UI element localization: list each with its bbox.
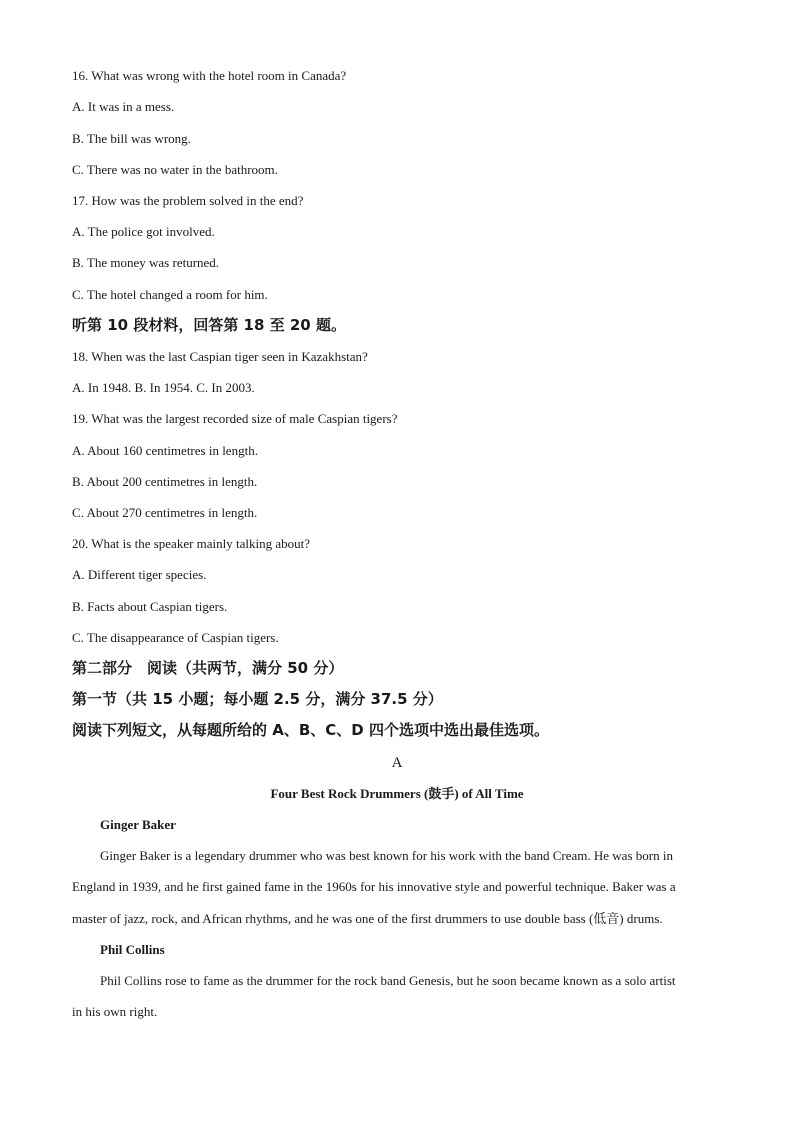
question-19-stem: 19. What was the largest recorded size of male Caspian tigers? <box>72 411 398 426</box>
paragraph-line: in his own right. <box>72 1004 158 1019</box>
question-19-option-a: A. About 160 centimetres in length. <box>72 443 258 458</box>
question-17-option-b: B. The money was returned. <box>72 255 220 270</box>
paragraph-line: England in 1939, and he first gained fame in the 1960s for his innovative style and powerful technique. Baker was a <box>72 879 676 894</box>
passage-letter: A <box>391 755 403 771</box>
part-2-instruction: 阅读下列短文，从每题所给的 A、B、C、D 四个选项中选出最佳选项。 <box>72 721 549 739</box>
question-17-option-a: A. The police got involved. <box>72 224 215 239</box>
question-17-option-c: C. The hotel changed a room for him. <box>72 287 268 302</box>
drummer-name-phil-collins: Phil Collins <box>100 942 165 957</box>
question-18-options: A. In 1948. B. In 1954. C. In 2003. <box>72 380 255 395</box>
paragraph-line: Ginger Baker is a legendary drummer who was best known for his work with the band Cream. He was born in <box>100 848 673 863</box>
question-18-stem: 18. When was the last Caspian tiger seen in Kazakhstan? <box>72 349 368 364</box>
question-16-stem: 16. What was wrong with the hotel room in Canada? <box>72 68 347 83</box>
paragraph-line: master of jazz, rock, and African rhythms, and he was one of the first drummers to use double bass (低音) drums. <box>72 911 663 926</box>
question-16-option-a: A. It was in a mess. <box>72 99 175 114</box>
question-17-stem: 17. How was the problem solved in the end? <box>72 193 304 208</box>
drummer-name-ginger-baker: Ginger Baker <box>100 817 176 832</box>
question-20-option-a: A. Different tiger species. <box>72 567 207 582</box>
question-16-option-c: C. There was no water in the bathroom. <box>72 162 278 177</box>
part-2-section-1-heading: 第一节（共 15 小题；每小题 2.5 分，满分 37.5 分） <box>72 690 443 708</box>
question-20-option-c: C. The disappearance of Caspian tigers. <box>72 630 279 645</box>
passage-title: Four Best Rock Drummers (鼓手) of All Time <box>270 786 524 801</box>
question-16-option-b: B. The bill was wrong. <box>72 131 191 146</box>
question-20-option-b: B. Facts about Caspian tigers. <box>72 599 228 614</box>
question-19-option-c: C. About 270 centimetres in length. <box>72 505 258 520</box>
part-2-heading: 第二部分 阅读（共两节，满分 50 分） <box>72 659 344 677</box>
section-10-heading: 听第 10 段材料，回答第 18 至 20 题。 <box>72 316 346 334</box>
question-20-stem: 20. What is the speaker mainly talking about? <box>72 536 311 551</box>
paragraph-line: Phil Collins rose to fame as the drummer for the rock band Genesis, but he soon became known as a solo artist <box>100 973 676 988</box>
question-19-option-b: B. About 200 centimetres in length. <box>72 474 258 489</box>
